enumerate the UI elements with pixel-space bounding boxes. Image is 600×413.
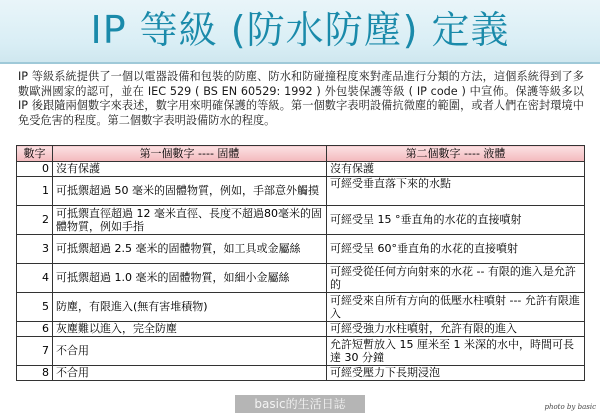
solid-protection: 不合用 <box>53 366 327 381</box>
watermark: basic的生活日誌 <box>235 395 365 413</box>
row-number: 7 <box>17 337 53 366</box>
solid-protection: 防塵，有限進入(無有害堆積物) <box>53 293 327 322</box>
header-second-digit-liquid: 第二個數字 ---- 液體 <box>327 146 585 162</box>
table-row <box>17 264 585 293</box>
header-first-digit-solid: 第一個數字 ---- 固體 <box>53 146 327 162</box>
ip-rating-table <box>16 145 585 381</box>
row-number: 5 <box>17 293 53 322</box>
table-row <box>17 337 585 366</box>
row-number: 6 <box>17 322 53 337</box>
liquid-protection: 允許短暫放入 15 厘米至 1 米深的水中，時間可長達 30 分鐘 <box>327 337 585 366</box>
table-row <box>17 235 585 264</box>
liquid-protection: 可經受壓力下長期浸泡 <box>327 366 585 381</box>
table-row <box>17 322 585 337</box>
intro-paragraph: IP 等級系統提供了一個以電器設備和包裝的防塵、防水和防碰撞程度來對產品進行分類的方法，這個系統得到了多數歐洲國家的認可，並在 IEC 529 ( BS EN 60529: 1992 ) 外包裝保護等級 ( IP code ) 中宣佈。保護等級多以 IP 後跟隨兩個數字來表述，數字用來明確保護的等級。第一個數字表明設備抗微塵的範圍，或者人們在密封環境中免受危害的程度。第二個數字表明設備防水的程度。 <box>18 70 584 127</box>
liquid-protection: 可經受呈 15 °垂直角的水花的直接噴射 <box>327 206 585 235</box>
liquid-protection: 可經受來自所有方向的低壓水柱噴射 --- 允許有限進入 <box>327 293 585 322</box>
liquid-protection: 可經受從任何方向射來的水花 -- 有限的進入是允許的 <box>327 264 585 293</box>
table-row <box>17 162 585 177</box>
row-number: 2 <box>17 206 53 235</box>
table-row <box>17 293 585 322</box>
solid-protection: 沒有保護 <box>53 162 327 177</box>
solid-protection: 可抵禦超過 50 毫米的固體物質，例如，手部意外觸摸 <box>53 177 327 206</box>
liquid-protection: 沒有保護 <box>327 162 585 177</box>
row-number: 8 <box>17 366 53 381</box>
row-number: 3 <box>17 235 53 264</box>
table-header-row <box>17 146 585 162</box>
liquid-protection: 可經受呈 60°垂直角的水花的直接噴射 <box>327 235 585 264</box>
table-row <box>17 366 585 381</box>
header-number: 數字 <box>17 146 53 162</box>
table-row <box>17 177 585 206</box>
solid-protection: 不合用 <box>53 337 327 366</box>
solid-protection: 可抵禦超過 1.0 毫米的固體物質，如細小金屬絲 <box>53 264 327 293</box>
solid-protection: 可抵禦直徑超過 12 毫米直徑、長度不超過80毫米的固體物質，例如手指 <box>53 206 327 235</box>
row-number: 1 <box>17 177 53 206</box>
table-row <box>17 206 585 235</box>
row-number: 4 <box>17 264 53 293</box>
liquid-protection: 可經受垂直落下來的水點 <box>327 177 585 206</box>
solid-protection: 可抵禦超過 2.5 毫米的固體物質，如工具或金屬絲 <box>53 235 327 264</box>
page-title: IP 等級 (防水防塵) 定義 <box>90 8 510 52</box>
row-number: 0 <box>17 162 53 177</box>
photo-signature: photo by basic <box>544 403 596 411</box>
liquid-protection: 可經受強力水柱噴射，允許有限的進入 <box>327 322 585 337</box>
solid-protection: 灰塵難以進入，完全防塵 <box>53 322 327 337</box>
title-divider <box>0 62 600 64</box>
